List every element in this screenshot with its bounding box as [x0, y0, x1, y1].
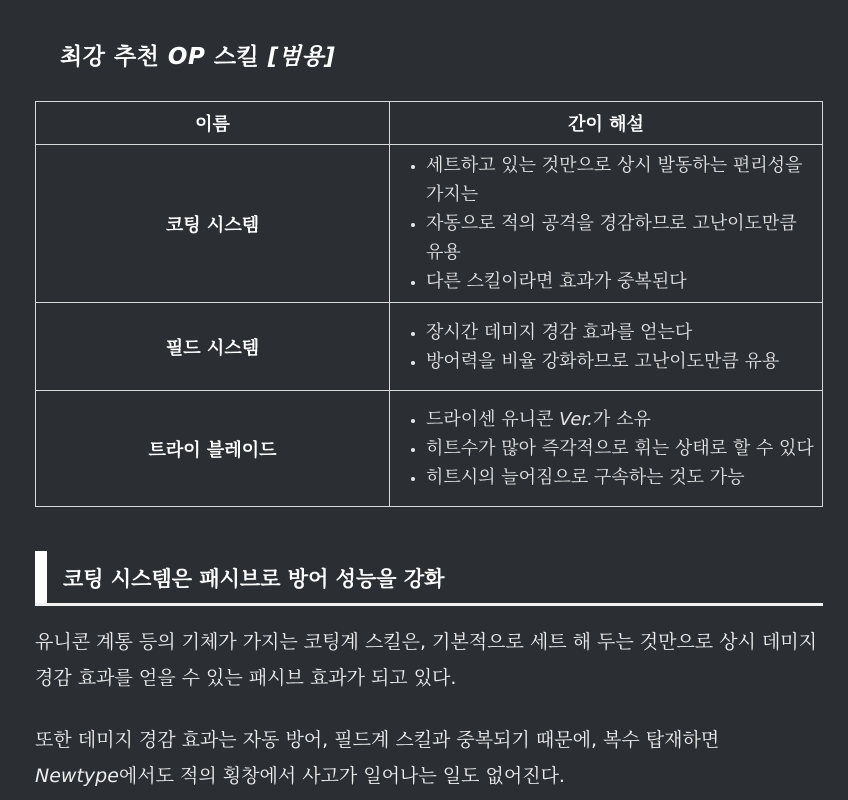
- skill-notes-list: [402, 405, 814, 492]
- section-title: 코팅 시스템은 패시브로 방어 성능을 강화: [63, 567, 445, 591]
- paragraph-2-text: 또한 데미지 경감 효과는 자동 방어, 필드계 스킬과 중복되기 때문에, 복수 탑재하면: [35, 729, 720, 751]
- op-skill-table: [35, 101, 823, 507]
- column-header-description: 간이 해설: [390, 102, 823, 145]
- table-header-row: [36, 102, 823, 145]
- list-item: • 세트하고 있는 것만으로 상시 발동하는 편리성을 가지는: [426, 151, 814, 209]
- skill-notes-list: [402, 151, 814, 296]
- heading-middle: 스킬: [205, 44, 268, 70]
- list-item: • 히트수가 많아 즉각적으로 휘는 상태로 할 수 있다: [426, 434, 814, 463]
- column-header-name: 이름: [36, 102, 390, 145]
- note-italic-text: Ver.: [559, 409, 593, 430]
- section-heading: [35, 551, 823, 606]
- paragraph-2: [35, 722, 825, 794]
- list-item: • 자동으로 적의 공격을 경감하므로 고난이도만큼 유용: [426, 209, 814, 267]
- list-item: • 다른 스킬이라면 효과가 중복된다: [426, 267, 814, 296]
- skill-name: 필드 시스템: [36, 303, 390, 391]
- list-item: • 방어력을 비율 강화하므로 고난이도만큼 유용: [426, 347, 814, 376]
- list-item: • 히트시의 늘어짐으로 구속하는 것도 가능: [426, 463, 814, 492]
- table-row: [36, 391, 823, 507]
- table-row: [36, 145, 823, 303]
- section-accent-bar: [35, 551, 47, 603]
- note-text: 드라이센 유니콘: [426, 409, 560, 430]
- skill-notes-cell: [390, 145, 823, 303]
- heading-prefix: 최강 추천: [60, 44, 168, 70]
- note-text: 가 소유: [592, 409, 651, 430]
- list-item: [426, 405, 814, 434]
- skill-notes-cell: [390, 303, 823, 391]
- heading-op: OP: [167, 44, 206, 70]
- skill-name: 트라이 블레이드: [36, 391, 390, 507]
- heading-bracket: [범용]: [267, 44, 336, 70]
- paragraph-2-italic: Newtype: [35, 765, 119, 787]
- skill-notes-cell: [390, 391, 823, 507]
- paragraph-2-rest: 에서도 적의 횡창에서 사고가 일어나는 일도 없어진다.: [118, 765, 565, 787]
- page-heading: [60, 38, 335, 71]
- list-item: • 장시간 데미지 경감 효과를 얻는다: [426, 318, 814, 347]
- skill-name: 코팅 시스템: [36, 145, 390, 303]
- skill-notes-list: [402, 318, 814, 376]
- table-row: [36, 303, 823, 391]
- paragraph-1: 유니콘 계통 등의 기체가 가지는 코팅계 스킬은, 기본적으로 세트 해 두는 것만으로 상시 데미지 경감 효과를 얻을 수 있는 패시브 효과가 되고 있다.: [35, 631, 818, 689]
